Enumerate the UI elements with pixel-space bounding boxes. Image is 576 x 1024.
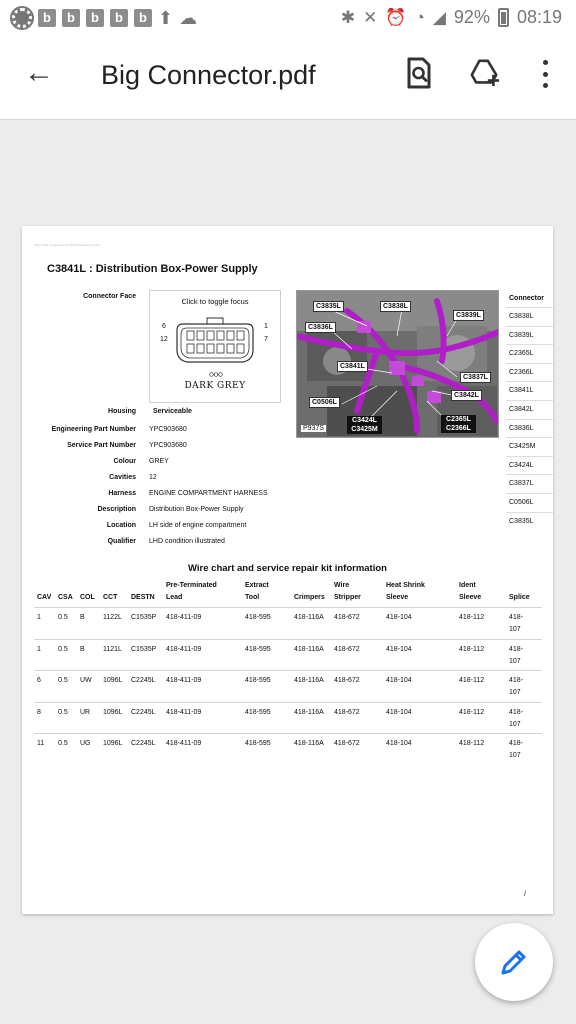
- col-header: Extract Tool: [245, 582, 269, 601]
- connector-face-label: Connector Face: [83, 293, 136, 300]
- table-cell: 1: [34, 608, 55, 640]
- table-row: [34, 639, 542, 671]
- attribute-row: [22, 522, 553, 536]
- attribute-value: GREY: [149, 458, 169, 465]
- attribute-key: Housing: [108, 408, 136, 415]
- table-cell: 1096L: [100, 702, 128, 734]
- photo-connector-label: C0506L: [309, 397, 340, 408]
- document-title: Big Connector.pdf: [101, 60, 316, 90]
- alarm-icon: ⏰: [385, 7, 407, 27]
- attribute-key: Engineering Part Number: [51, 426, 136, 433]
- attribute-value: YPC903680: [149, 442, 187, 449]
- photo-connector-label: C3841L: [337, 361, 368, 372]
- connector-list-item[interactable]: C3425M: [506, 437, 553, 456]
- table-cell: 418-112: [456, 734, 506, 766]
- table-cell: 11: [34, 734, 55, 766]
- connector-list-item[interactable]: C3842L: [506, 400, 553, 419]
- attribute-value: 12: [149, 474, 157, 481]
- table-cell: 418-116A: [291, 734, 331, 766]
- col-header: Pre-Terminated Lead: [166, 582, 217, 601]
- clock: 08:19: [516, 7, 562, 27]
- system-icons: [341, 7, 562, 28]
- table-cell: 418-104: [383, 671, 456, 703]
- table-cell: 418- 107: [506, 734, 542, 766]
- attribute-value: ENGINE COMPARTMENT HARNESS: [149, 490, 268, 497]
- photo-connector-label: C3835L: [313, 301, 344, 312]
- search-document-icon[interactable]: [404, 56, 434, 90]
- table-cell: 418-595: [242, 671, 291, 703]
- table-row: [34, 608, 542, 640]
- more-options-icon[interactable]: [536, 60, 554, 88]
- table-cell: 418-116A: [291, 671, 331, 703]
- pin-label: 1: [264, 323, 268, 330]
- table-cell: 418-104: [383, 608, 456, 640]
- page-header-text: Sheet Title Component Technical Reference Data: [34, 243, 100, 247]
- table-cell: 0.5: [55, 702, 77, 734]
- photo-connector-label: C3837L: [460, 372, 491, 383]
- table-cell: 418-112: [456, 639, 506, 671]
- attribute-value: YPC903680: [149, 426, 187, 433]
- attribute-row: [22, 490, 553, 504]
- table-cell: 1096L: [100, 671, 128, 703]
- table-cell: 418-672: [331, 702, 383, 734]
- attribute-key: Harness: [108, 490, 136, 497]
- attribute-key: Service Part Number: [67, 442, 136, 449]
- pdf-page[interactable]: [22, 226, 553, 914]
- connector-list-item[interactable]: C3835L: [506, 512, 553, 531]
- col-header: Crimpers: [294, 594, 325, 601]
- connector-face-diagram: [173, 316, 257, 366]
- table-cell: 418-595: [242, 639, 291, 671]
- table-cell: C1535P: [128, 639, 163, 671]
- pin-label: 12: [160, 336, 168, 343]
- mute-icon: ✕: [363, 7, 378, 27]
- connector-list-item[interactable]: C3424L: [506, 456, 553, 475]
- table-cell: 418-104: [383, 734, 456, 766]
- connector-list-item[interactable]: C3837L: [506, 474, 553, 493]
- wire-chart-title: Wire chart and service repair kit information: [188, 563, 387, 574]
- table-cell: 418-411-09: [163, 734, 242, 766]
- attribute-row: [22, 458, 553, 472]
- connector-face-panel[interactable]: [149, 290, 281, 403]
- connector-list-item[interactable]: C2366L: [506, 363, 553, 382]
- attribute-key: Qualifier: [107, 538, 136, 545]
- connector-list-item[interactable]: C3841L: [506, 381, 553, 400]
- cloud-sync-icon: ☁: [179, 8, 198, 28]
- table-cell: 6: [34, 671, 55, 703]
- table-cell: 1122L: [100, 608, 128, 640]
- table-cell: 418-411-09: [163, 702, 242, 734]
- attribute-value: LH side of engine compartment: [149, 522, 247, 529]
- photo-connector-label: C3424L C3425M: [347, 416, 382, 434]
- table-cell: 418-112: [456, 671, 506, 703]
- back-arrow-icon[interactable]: ←: [24, 56, 54, 89]
- notification-icons: [12, 8, 197, 28]
- attribute-value: Distribution Box-Power Supply: [149, 506, 244, 513]
- battery-percent: 92%: [453, 7, 490, 27]
- toggle-focus-text: Click to toggle focus: [181, 297, 249, 306]
- photo-connector-label: C3836L: [305, 322, 336, 333]
- table-header-row: [34, 578, 542, 608]
- table-cell: B: [77, 608, 100, 640]
- table-cell: 418-112: [456, 702, 506, 734]
- key-marks-icon: [209, 372, 223, 377]
- table-row: [34, 734, 542, 766]
- attribute-value: LHD condition illustrated: [149, 538, 225, 545]
- notification-b-icon: b: [110, 9, 128, 27]
- photo-connector-label: C3842L: [451, 390, 482, 401]
- attribute-row: [22, 506, 553, 520]
- col-header: Ident Sleeve: [459, 582, 482, 601]
- table-cell: 418- 107: [506, 671, 542, 703]
- attribute-row: [22, 474, 553, 488]
- table-cell: B: [77, 639, 100, 671]
- attribute-value: Serviceable: [153, 408, 192, 415]
- table-cell: 418-112: [456, 608, 506, 640]
- table-cell: 418-672: [331, 671, 383, 703]
- pin-label: 6: [162, 323, 166, 330]
- attribute-row: [22, 538, 553, 552]
- table-cell: 418-411-09: [163, 608, 242, 640]
- table-cell: 418-104: [383, 702, 456, 734]
- table-cell: 418- 107: [506, 702, 542, 734]
- table-cell: 418-116A: [291, 702, 331, 734]
- table-cell: 418-672: [331, 734, 383, 766]
- table-cell: C2245L: [128, 702, 163, 734]
- photo-id: P937S: [303, 425, 325, 432]
- add-to-drive-icon[interactable]: [470, 56, 500, 90]
- table-cell: 1121L: [100, 639, 128, 671]
- table-row: [34, 702, 542, 734]
- table-cell: 1096L: [100, 734, 128, 766]
- table-cell: 418-104: [383, 639, 456, 671]
- table-cell: C2245L: [128, 671, 163, 703]
- table-cell: 1: [34, 639, 55, 671]
- attribute-row: [22, 442, 553, 456]
- col-header: DESTN: [131, 594, 155, 601]
- notification-b-icon: b: [62, 9, 80, 27]
- table-cell: 418-595: [242, 734, 291, 766]
- col-header: Wire Stripper: [334, 582, 361, 601]
- status-bar: [0, 0, 576, 36]
- photo-connector-label: C3838L: [380, 301, 411, 312]
- table-cell: 0.5: [55, 734, 77, 766]
- table-cell: 418- 107: [506, 639, 542, 671]
- table-cell: 418-116A: [291, 639, 331, 671]
- table-cell: UW: [77, 671, 100, 703]
- notification-b-icon: b: [38, 9, 56, 27]
- attribute-row: [22, 426, 553, 440]
- table-cell: 418-595: [242, 608, 291, 640]
- col-header: Heat Shrink Sleeve: [386, 582, 425, 601]
- attribute-key: Cavities: [109, 474, 136, 481]
- connector-list-item[interactable]: C3838L: [506, 307, 553, 326]
- signal-icon: ◢: [432, 7, 446, 27]
- pin-label: 7: [264, 336, 268, 343]
- col-header: CCT: [103, 594, 118, 601]
- table-cell: UR: [77, 702, 100, 734]
- table-cell: 418- 107: [506, 608, 542, 640]
- col-header: Splice: [509, 594, 530, 601]
- table-cell: 418-672: [331, 639, 383, 671]
- wire-chart-table: [34, 578, 542, 765]
- bluetooth-icon: ✱: [340, 7, 356, 27]
- table-cell: 418-411-09: [163, 671, 242, 703]
- table-cell: 418-411-09: [163, 639, 242, 671]
- table-cell: UG: [77, 734, 100, 766]
- connector-list-header: Connector: [509, 295, 544, 302]
- notification-b-icon: b: [134, 9, 152, 27]
- table-cell: 0.5: [55, 671, 77, 703]
- table-cell: 418-672: [331, 608, 383, 640]
- pencil-icon: [499, 947, 529, 977]
- table-cell: 0.5: [55, 639, 77, 671]
- table-cell: C1535P: [128, 608, 163, 640]
- col-header: CAV: [37, 594, 52, 601]
- photo-connector-label: C3839L: [453, 310, 484, 321]
- col-header: CSA: [58, 594, 73, 601]
- table-cell: 418-116A: [291, 608, 331, 640]
- edit-fab-button[interactable]: [475, 923, 553, 1001]
- upload-icon: ⬆: [158, 8, 174, 28]
- connector-list-item[interactable]: C0506L: [506, 493, 553, 512]
- photo-connector-label: C2365L C2366L: [441, 415, 476, 433]
- connector-title: C3841L : Distribution Box-Power Supply: [47, 263, 258, 275]
- table-cell: 418-595: [242, 702, 291, 734]
- table-cell: C2245L: [128, 734, 163, 766]
- attribute-row: [22, 408, 553, 422]
- connector-list-item[interactable]: C3839L: [506, 326, 553, 345]
- col-header: COL: [80, 594, 95, 601]
- connector-list-item[interactable]: C3836L: [506, 419, 553, 438]
- attribute-key: Location: [106, 522, 136, 529]
- table-cell: 8: [34, 702, 55, 734]
- attribute-key: Description: [97, 506, 136, 513]
- table-cell: 0.5: [55, 608, 77, 640]
- wifi-icon: ◔: [414, 7, 425, 27]
- brightness-icon: [12, 8, 32, 28]
- connector-color-caption: DARK GREY: [184, 381, 246, 391]
- connector-list-item[interactable]: C2365L: [506, 344, 553, 363]
- page-number: /: [524, 891, 526, 898]
- attribute-key: Colour: [113, 458, 136, 465]
- battery-icon: [498, 8, 509, 27]
- app-bar: [0, 36, 576, 120]
- notification-b-icon: b: [86, 9, 104, 27]
- table-row: [34, 671, 542, 703]
